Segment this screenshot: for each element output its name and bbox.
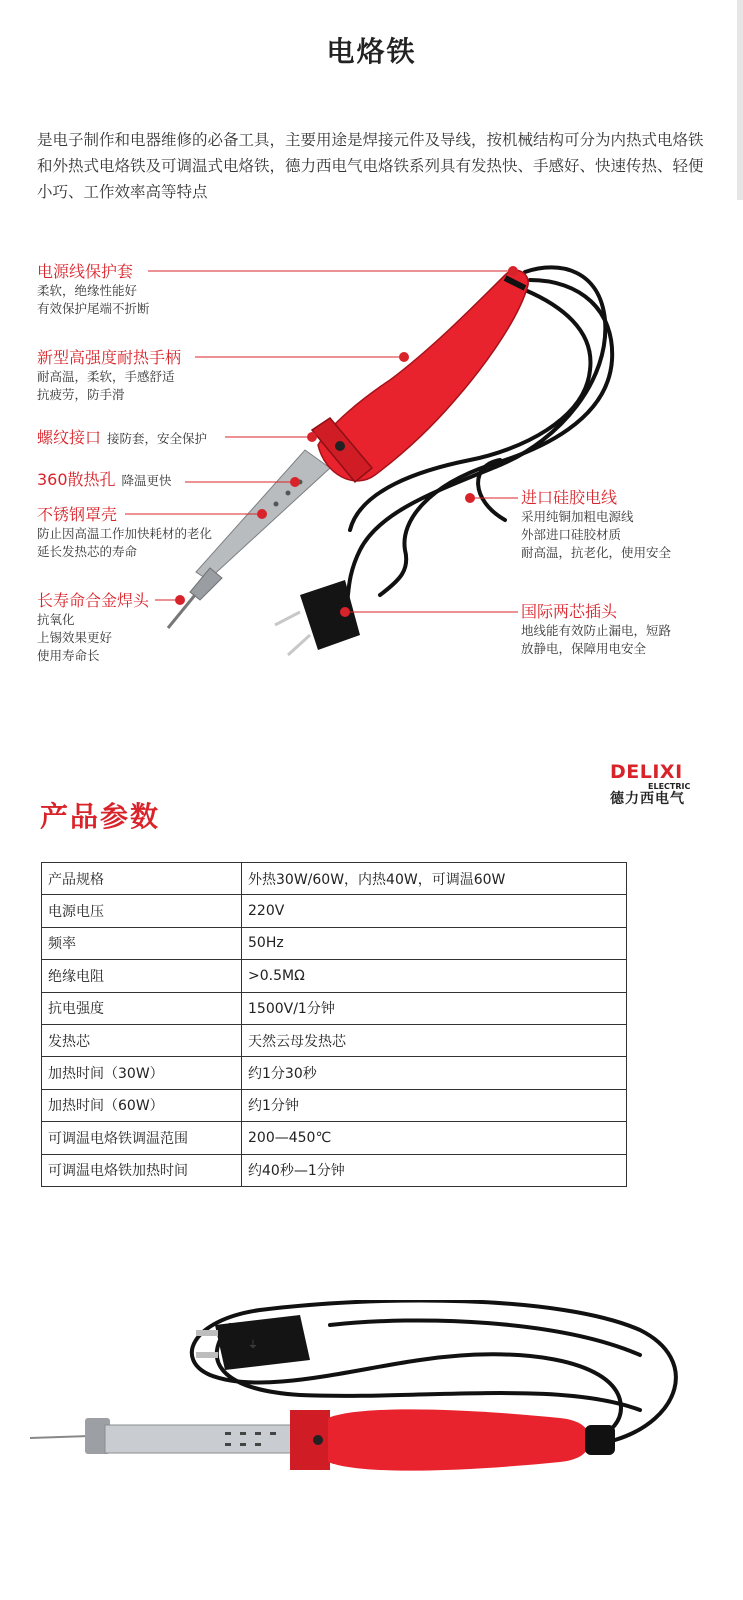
callout-cord-guard-title: 电源线保护套 xyxy=(37,262,134,281)
callout-plug xyxy=(521,602,671,658)
callout-holes-desc: 降温更快 xyxy=(121,473,172,488)
callout-cable-title: 进口硅胶电线 xyxy=(521,488,618,507)
spec-key: 抗电强度 xyxy=(42,992,242,1024)
plug-drawing xyxy=(275,580,360,655)
table-row xyxy=(42,895,627,927)
callout-holes-title: 360散热孔 xyxy=(37,470,116,489)
callout-plug-title: 国际两芯插头 xyxy=(521,602,618,621)
spec-key: 绝缘电阻 xyxy=(42,960,242,992)
spec-table xyxy=(41,862,627,1187)
spec-key: 产品规格 xyxy=(42,863,242,895)
spec-value: >0.5MΩ xyxy=(242,960,627,992)
intro-text: 是电子制作和电器维修的必备工具，主要用途是焊接元件及导线，按机械结构可分为内热式电烙铁和外热式电烙铁及可调温式电烙铁，德力西电气电烙铁系列具有发热快、手感好、快速传热、轻便小巧、工作效率高等特点 xyxy=(37,131,704,201)
callout-cord-guard xyxy=(37,262,150,318)
table-row xyxy=(42,1154,627,1186)
callout-shell-line1: 防止因高温工作加快耗材的老化 xyxy=(37,526,213,541)
callout-thread-title: 螺纹接口 xyxy=(37,428,102,447)
spec-key: 加热时间（30W） xyxy=(42,1057,242,1089)
callout-tip-title: 长寿命合金焊头 xyxy=(37,591,150,610)
spec-value: 200—450℃ xyxy=(242,1122,627,1154)
spec-key: 电源电压 xyxy=(42,895,242,927)
callout-tip-line1: 抗氧化 xyxy=(37,612,75,627)
spec-value: 约40秒—1分钟 xyxy=(242,1154,627,1186)
table-row xyxy=(42,1122,627,1154)
callout-handle-line2: 抗疲劳，防手滑 xyxy=(37,387,125,402)
callout-cable-line2: 外部进口硅胶材质 xyxy=(521,527,622,542)
callout-cord-guard-line2: 有效保护尾端不折断 xyxy=(37,301,150,316)
callout-cable-line1: 采用纯铜加粗电源线 xyxy=(521,509,634,524)
table-row xyxy=(42,863,627,895)
callout-cable xyxy=(521,488,671,562)
table-row xyxy=(42,927,627,959)
spec-value: 220V xyxy=(242,895,627,927)
callout-plug-line2: 放静电，保障用电安全 xyxy=(521,641,647,656)
brand-sub: ELECTRIC xyxy=(648,782,691,791)
table-row xyxy=(42,1089,627,1121)
spec-value: 1500V/1分钟 xyxy=(242,992,627,1024)
table-row xyxy=(42,1057,627,1089)
spec-key: 可调温电烙铁加热时间 xyxy=(42,1154,242,1186)
spec-value: 天然云母发热芯 xyxy=(242,1024,627,1056)
callout-tip-line2: 上锡效果更好 xyxy=(37,630,113,645)
callout-handle-line1: 耐高温，柔软，手感舒适 xyxy=(37,369,175,384)
table-row xyxy=(42,992,627,1024)
callout-cord-guard-line1: 柔软，绝缘性能好 xyxy=(37,283,138,298)
table-row xyxy=(42,1024,627,1056)
soldering-iron-photo xyxy=(0,1300,743,1560)
callout-thread-desc: 接防套，安全保护 xyxy=(107,431,208,446)
table-row xyxy=(42,960,627,992)
callout-shell-title: 不锈钢罩壳 xyxy=(37,505,118,524)
page-title: 电烙铁 xyxy=(326,35,417,68)
callout-thread xyxy=(37,428,207,449)
spec-key: 加热时间（60W） xyxy=(42,1089,242,1121)
callout-handle xyxy=(37,348,181,404)
brand-name: DELIXI xyxy=(610,761,683,783)
callout-cable-line3: 耐高温，抗老化，使用安全 xyxy=(521,545,672,560)
callout-handle-title: 新型高强度耐热手柄 xyxy=(37,348,182,367)
callout-shell xyxy=(37,505,212,561)
spec-value: 约1分30秒 xyxy=(242,1057,627,1089)
callout-tip xyxy=(37,591,149,665)
params-title: 产品参数 xyxy=(40,800,161,833)
svg-text:⏚: ⏚ xyxy=(248,1340,258,1351)
red-handle-drawing xyxy=(312,270,528,482)
callout-shell-line2: 延长发热芯的寿命 xyxy=(37,544,138,559)
spec-key: 频率 xyxy=(42,927,242,959)
brand-logo xyxy=(610,762,720,807)
brand-cn: 德力西电气 xyxy=(610,791,685,807)
spec-key: 可调温电烙铁调温范围 xyxy=(42,1122,242,1154)
spec-value: 约1分钟 xyxy=(242,1089,627,1121)
feature-diagram xyxy=(0,250,743,710)
product-photo xyxy=(0,1300,743,1560)
spec-key: 发热芯 xyxy=(42,1024,242,1056)
callout-tip-line3: 使用寿命长 xyxy=(37,648,100,663)
callout-holes xyxy=(37,470,172,491)
spec-value: 外热30W/60W，内热40W，可调温60W xyxy=(242,863,627,895)
spec-value: 50Hz xyxy=(242,927,627,959)
callout-plug-line1: 地线能有效防止漏电，短路 xyxy=(521,623,672,638)
